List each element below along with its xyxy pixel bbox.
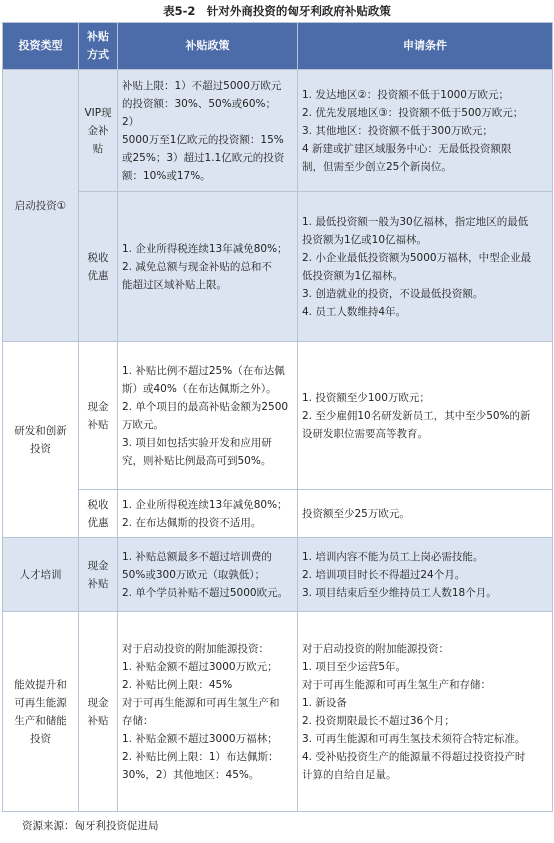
source-note: 资源来源：匈牙利投资促进局 <box>22 820 159 832</box>
subsidy-policy-cell: 1. 补贴比例不超过25%（在布达佩 斯）或40%（在布达佩斯之外）。 2. 单个项目的最高补贴金额为2500 万欧元。 3. 项目如包括实验开发和应用研 究，则补贴比例最高可到50%。 <box>118 342 298 490</box>
application-conditions-cell: 1. 最低投资额一般为30亿福林，指定地区的最低 投资额为1亿或10亿福林。 2. 小企业最低投资额为5000万福林，中型企业最 低投资额为1亿福林。 3. 创造就业的投资，不设最低投资额。 4. 员工人数维持4年。 <box>298 192 553 342</box>
subsidy-policy-cell: 补贴上限：1）不超过5000万欧元 的投资额：30%、50%或60%；2） 5000万至1亿欧元的投资额：15% 或25%；3）超过1.1亿欧元的投资 额：10%或17%。 <box>118 70 298 192</box>
subsidy-method-cell: 税收 优惠 <box>79 490 118 538</box>
table-row <box>3 490 553 538</box>
header-subsidy-policy: 补贴政策 <box>118 23 298 70</box>
investment-type-cell: 启动投资① <box>3 70 79 342</box>
investment-type-cell: 能效提升和 可再生能源 生产和储能 投资 <box>3 612 79 812</box>
table-title: 表5-2 针对外商投资的匈牙利政府补贴政策 <box>163 4 391 18</box>
application-conditions-cell: 1. 发达地区②：投资额不低于1000万欧元； 2. 优先发展地区③：投资额不低于500万欧元； 3. 其他地区：投资额不低于300万欧元； 4 新建或扩建区域服务中心：无最低投资额限 制，但需至少创立25个新岗位。 <box>298 70 553 192</box>
subsidy-method-cell: 现金 补贴 <box>79 342 118 490</box>
table-row <box>3 192 553 342</box>
application-conditions-cell: 对于启动投资的附加能源投资： 1. 项目至少运营5年。 对于可再生能源和可再生氢生产和存储： 1. 新设备 2. 投资期限最长不超过36个月； 3. 可再生能源和可再生氢技术须符合特定标准。 4. 受补贴投资生产的能源量不得超过投资投产时 计算的自给自足量。 <box>298 612 553 812</box>
table-row <box>3 612 553 812</box>
subsidy-policy-cell: 1. 企业所得税连续13年减免80%； 2. 在布达佩斯的投资不适用。 <box>118 490 298 538</box>
subsidy-method-cell: 税收 优惠 <box>79 192 118 342</box>
table-row <box>3 342 553 490</box>
investment-type-cell: 研发和创新 投资 <box>3 342 79 538</box>
header-subsidy-method: 补贴 方式 <box>79 23 118 70</box>
subsidy-method-cell: 现金 补贴 <box>79 538 118 612</box>
application-conditions-cell: 投资额至少25万欧元。 <box>298 490 553 538</box>
application-conditions-cell: 1. 投资额至少100万欧元； 2. 至少雇佣10名研发新员工，其中至少50%的新 设研发职位需要高等教育。 <box>298 342 553 490</box>
header-row <box>3 23 553 70</box>
subsidy-method-cell: 现金 补贴 <box>79 612 118 812</box>
application-conditions-cell: 1. 培训内容不能为员工上岗必需技能。 2. 培训项目时长不得超过24个月。 3. 项目结束后至少维持员工人数18个月。 <box>298 538 553 612</box>
subsidy-policy-cell: 1. 补贴总额最多不超过培训费的 50%或300万欧元（取孰低）； 2. 单个学员补贴不超过5000欧元。 <box>118 538 298 612</box>
investment-type-cell: 人才培训 <box>3 538 79 612</box>
subsidy-method-cell: VIP现 金补 贴 <box>79 70 118 192</box>
table-row <box>3 70 553 192</box>
subsidy-policy-cell: 1. 企业所得税连续13年减免80%； 2. 减免总额与现金补贴的总和不 能超过区域补贴上限。 <box>118 192 298 342</box>
table-row <box>3 538 553 612</box>
subsidy-policy-cell: 对于启动投资的附加能源投资： 1. 补贴金额不超过3000万欧元； 2. 补贴比例上限：45% 对于可再生能源和可再生氢生产和 存储： 1. 补贴金额不超过3000万福林； 2. 补贴比例上限：1）布达佩斯： 30%，2）其他地区：45%。 <box>118 612 298 812</box>
header-application-conditions: 申请条件 <box>298 23 553 70</box>
header-investment-type: 投资类型 <box>3 23 79 70</box>
subsidy-policy-table <box>2 22 553 812</box>
